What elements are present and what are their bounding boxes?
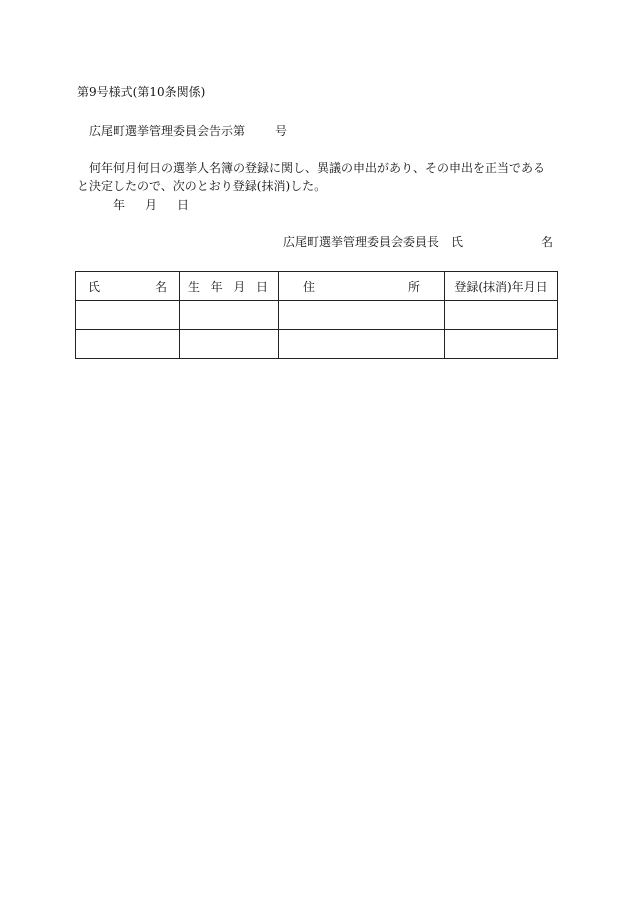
table-cell — [279, 301, 445, 330]
body-paragraph: 何年何月何日の選挙人名簿の登録に関し、異議の申出があり、その申出を正当であると決定したので、次のとおり登録(抹消)した。 — [77, 161, 546, 193]
header-name-left: 氏 — [88, 279, 101, 294]
table-row — [76, 330, 558, 359]
notice-title — [89, 123, 287, 139]
chair-name-right: 名 — [541, 235, 554, 249]
table-cell — [180, 301, 279, 330]
table-cell — [76, 301, 180, 330]
table-row — [76, 301, 558, 330]
signature-line — [283, 234, 553, 250]
table-cell — [445, 301, 558, 330]
date-year: 年 — [113, 198, 126, 212]
table-header-row — [76, 272, 558, 301]
date-line — [113, 197, 189, 213]
header-birth-char-3: 月 — [233, 279, 246, 294]
table-cell — [180, 330, 279, 359]
table-cell — [279, 330, 445, 359]
notice-prefix: 広尾町選挙管理委員会告示第 — [89, 124, 246, 138]
header-name — [76, 272, 180, 301]
notice-suffix: 号 — [275, 124, 288, 138]
table-cell — [76, 330, 180, 359]
chair-title: 広尾町選挙管理委員会委員長 — [283, 235, 440, 249]
date-month: 月 — [145, 198, 158, 212]
header-address — [279, 272, 445, 301]
header-birth-char-2: 年 — [210, 279, 223, 294]
header-address-right: 所 — [407, 279, 420, 294]
header-birth-char-1: 生 — [188, 279, 201, 294]
header-name-right: 名 — [154, 279, 167, 294]
form-number: 第9号様式(第10条関係) — [77, 85, 206, 99]
header-address-left: 住 — [303, 279, 316, 294]
register-table — [75, 271, 558, 359]
table-cell — [445, 330, 558, 359]
header-birth-char-4: 日 — [255, 279, 268, 294]
date-day: 日 — [177, 198, 190, 212]
header-birthdate — [180, 272, 279, 301]
chair-name-left: 氏 — [451, 235, 464, 249]
header-registration-date: 登録(抹消)年月日 — [445, 272, 558, 301]
